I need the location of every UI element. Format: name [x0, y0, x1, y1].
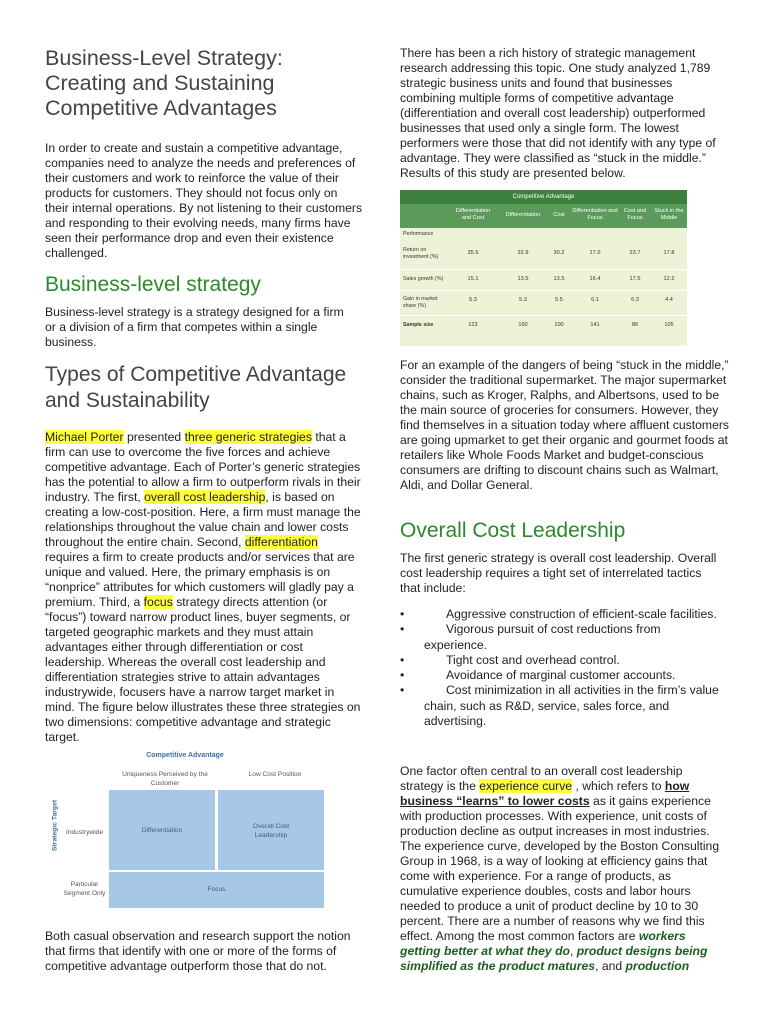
- list-item: [400, 683, 720, 729]
- table-col-header: Cost and Focus: [623, 208, 647, 221]
- experience-text-1: One factor often central to an overall cost leadership strategy is the: [400, 764, 683, 793]
- cost-leadership-intro: The first generic strategy is overall cost leadership. Overall cost leadership requires a tight set of interrelated tactics that include:: [400, 551, 717, 595]
- table-cell: 30.2: [553, 250, 565, 256]
- highlight-differentiation: differentiation: [244, 535, 318, 549]
- table-cell: 141: [590, 322, 600, 328]
- table-row-label: Gain in market share (%): [403, 296, 438, 309]
- table-cell: 5.3: [469, 297, 477, 303]
- table-row-label: Sales growth (%): [403, 276, 444, 282]
- table-cell: 17.8: [663, 250, 675, 256]
- table-col-header: Stuck in the Middle: [654, 208, 684, 221]
- highlight-experience-curve: experience curve: [479, 779, 573, 793]
- table-cell: 35.5: [467, 250, 479, 256]
- table-col-header: Differentiation and Cost: [455, 208, 491, 221]
- matrix-col-low-cost: Low Cost Position: [248, 771, 302, 778]
- left-closing-paragraph: Both casual observation and research support the notion that firms that identify with one or more of the forms of competitive advantage outperform those that do not.: [45, 929, 351, 973]
- list-item-text: Vigorous pursuit of cost reductions from experience.: [424, 622, 661, 652]
- table-cell: 123: [468, 322, 478, 328]
- table-row: [400, 316, 687, 334]
- porter-text-4: requires a firm to create products and/or services that are unique and valued. Here, the primary emphasis is on “nonprice” attributes for which customers will gladly pay a premium. Third, a: [45, 550, 355, 609]
- competitive-advantage-table: [400, 190, 687, 346]
- experience-text-2: , which refers to: [572, 779, 665, 793]
- research-paragraph: There has been a rich history of strategic management research addressing this topic. One study analyzed 1,789 strategic business units and found that businesses combining multiple forms of competitive advantage (differentiation and overall cost leadership) outperformed businesses that used only a single form. The lowest performers were those that did not identify with any type of advantage. They were classified as “stuck in the middle.” Results of this study are presented below.: [400, 46, 716, 180]
- table-cell: 4.4: [665, 297, 673, 303]
- list-item-text: Avoidance of marginal customer accounts.: [446, 668, 676, 683]
- list-item: [400, 668, 720, 683]
- porter-text-2: that a firm can use to overcome the five forces and achieve competitive advantage. Each of Porter’s generic strategies has the potential to allow a firm to outperform rivals in their industry. The first,: [45, 430, 361, 504]
- experience-curve-paragraph: [400, 764, 722, 974]
- table-cell: 5.5: [555, 297, 563, 303]
- table-cell: 15.1: [467, 276, 479, 282]
- table-row: [400, 270, 687, 291]
- emphasis-workers: workers getting better at what they do: [400, 929, 686, 958]
- matrix-y-title: Strategic Target: [51, 799, 59, 852]
- highlight-michael-porter: Michael Porter: [45, 430, 124, 444]
- table-body: [400, 228, 687, 346]
- experience-text-4: ,: [569, 944, 577, 958]
- matrix-row-industrywide: Industrywide: [65, 829, 104, 836]
- section-heading-types-of-competitive-advantage: Types of Competitive Advantage and Sustainability: [45, 363, 347, 412]
- bullet-icon: •: [400, 652, 405, 667]
- table-col-header: Differentiation and Focus: [572, 208, 618, 221]
- table-row: [400, 291, 687, 316]
- bullet-icon: •: [400, 622, 405, 637]
- porter-text-1: presented: [123, 430, 185, 444]
- matrix-cell-overall-cost-leadership: Overall Cost Leadership: [218, 790, 324, 870]
- table-cell: 6.3: [631, 297, 639, 303]
- table-cell: 160: [518, 322, 528, 328]
- highlight-focus: focus: [143, 595, 173, 609]
- section-heading-business-level-strategy: Business-level strategy: [45, 273, 261, 296]
- table-section-label: Performance: [403, 231, 434, 237]
- matrix-cell-focus: Focus: [109, 872, 324, 908]
- table-cell: 23.7: [629, 250, 641, 256]
- table-col-header: Differentiation: [505, 212, 541, 218]
- bullet-icon: •: [400, 607, 405, 621]
- matrix-cell-differentiation: Differentiation: [109, 790, 215, 870]
- table-cell: 13.5: [517, 276, 529, 282]
- table-cell: 32.9: [517, 250, 529, 256]
- link-how-business-learns[interactable]: how business “learns” to lower costs: [400, 779, 690, 808]
- emphasis-production: production: [625, 959, 690, 973]
- highlight-three-generic-strategies: three generic strategies: [184, 430, 312, 444]
- highlight-overall-cost-leadership: overall cost leadership: [144, 490, 266, 504]
- table-cell: 100: [554, 322, 564, 328]
- stuck-in-middle-paragraph: For an example of the dangers of being “stuck in the middle,” consider the traditional supermarket. The major supermarket chains, such as Kroger, Ralphs, and Albertsons, used to be the main source of groceries for consumers. However, they find themselves in a situation today where affluent customers are going upmarket to get their organic and gourmet foods at retailers like Whole Foods Market and budget-conscious consumers are drifting to discount chains such as Walmart, Aldi, and Dollar General.: [400, 358, 730, 492]
- page-title: Business-Level Strategy: Creating and Sustaining Competitive Advantages: [45, 46, 283, 120]
- experience-text-5: , and: [595, 959, 626, 973]
- matrix-row-segment: Particular Segment Only: [63, 881, 106, 897]
- table-cell: 6.1: [591, 297, 599, 303]
- table-row: [400, 242, 687, 270]
- bullet-icon: •: [400, 683, 405, 698]
- porter-text-3: , is based on creating a low-cost-position. Here, a firm must manage the relationships throughout the value chain and lower costs throughout the entire chain. Second,: [45, 490, 361, 549]
- list-item: [400, 653, 720, 668]
- porter-paragraph: [45, 430, 361, 745]
- list-item: [400, 607, 720, 622]
- intro-paragraph: In order to create and sustain a competitive advantage, companies need to analyze the needs and preferences of their customers and work to reinforce the value of their products for customers. They should not focus only on their internal operations. By not listening to their customers and responding to their evolving needs, many firms have seen their performance drop and even their existence challenged.: [45, 141, 363, 260]
- cost-leadership-tactics-list: [400, 607, 720, 729]
- table-row-label: Sample size: [403, 322, 434, 328]
- table-cell: 17.0: [589, 250, 601, 256]
- table-cell: 17.5: [629, 276, 641, 282]
- list-item-text: Tight cost and overhead control.: [446, 652, 620, 667]
- matrix-col-uniqueness: Uniqueness Perceived by the Customer: [122, 771, 208, 787]
- list-item-text: Aggressive construction of efficient-scale facilities.: [446, 607, 717, 621]
- generic-strategies-matrix-figure: [45, 748, 325, 913]
- matrix-title: Competitive Advantage: [146, 752, 224, 759]
- section-heading-overall-cost-leadership: Overall Cost Leadership: [400, 519, 626, 542]
- emphasis-product-designs: product designs being simplified as the product matures: [400, 944, 708, 973]
- list-item-text: Cost minimization in all activities in the firm’s value chain, such as R&D, service, sales force, and advertising.: [424, 683, 719, 729]
- table-cell: 13.5: [553, 276, 565, 282]
- table-cell: 16.4: [589, 276, 601, 282]
- table-band-title: Competitive Advantage: [400, 190, 687, 204]
- porter-text-5: strategy directs attention (or “focus”) toward narrow product lines, buyer segments, or targeted geographic markets and they must attain advantages either through differentiation or cost leadership. Whereas the overall cost leadership and differentiation strategies strive to attain advantages industrywide, focusers have a narrow target market in mind. The figure below illustrates these three strategies on two dimensions: competitive advantage and strategic target.: [45, 595, 361, 744]
- list-item: [400, 622, 720, 653]
- table-cell: 5.3: [519, 297, 527, 303]
- table-col-header: Cost: [553, 212, 565, 218]
- experience-text-3: as it gains experience with production processes. With experience, unit costs of production decline as output increases in most industries. The experience curve, developed by the Boston Consulting Group in 1968, is a way of looking at efficiency gains that come with experience. For a range of products, as cumulative experience doubles, costs and labor hours needed to produce a unit of product decline by 10 to 30 percent. There are a number of reasons why we find this effect. Among the most common factors are: [400, 794, 720, 943]
- bullet-icon: •: [400, 668, 405, 683]
- table-cell: 105: [664, 322, 674, 328]
- table-row-label: Return on investment (%): [403, 247, 439, 260]
- table-cell: 86: [631, 322, 639, 328]
- table-cell: 12.2: [663, 276, 675, 282]
- business-level-strategy-definition: Business-level strategy is a strategy designed for a firm or a division of a firm that competes within a single business.: [45, 305, 344, 349]
